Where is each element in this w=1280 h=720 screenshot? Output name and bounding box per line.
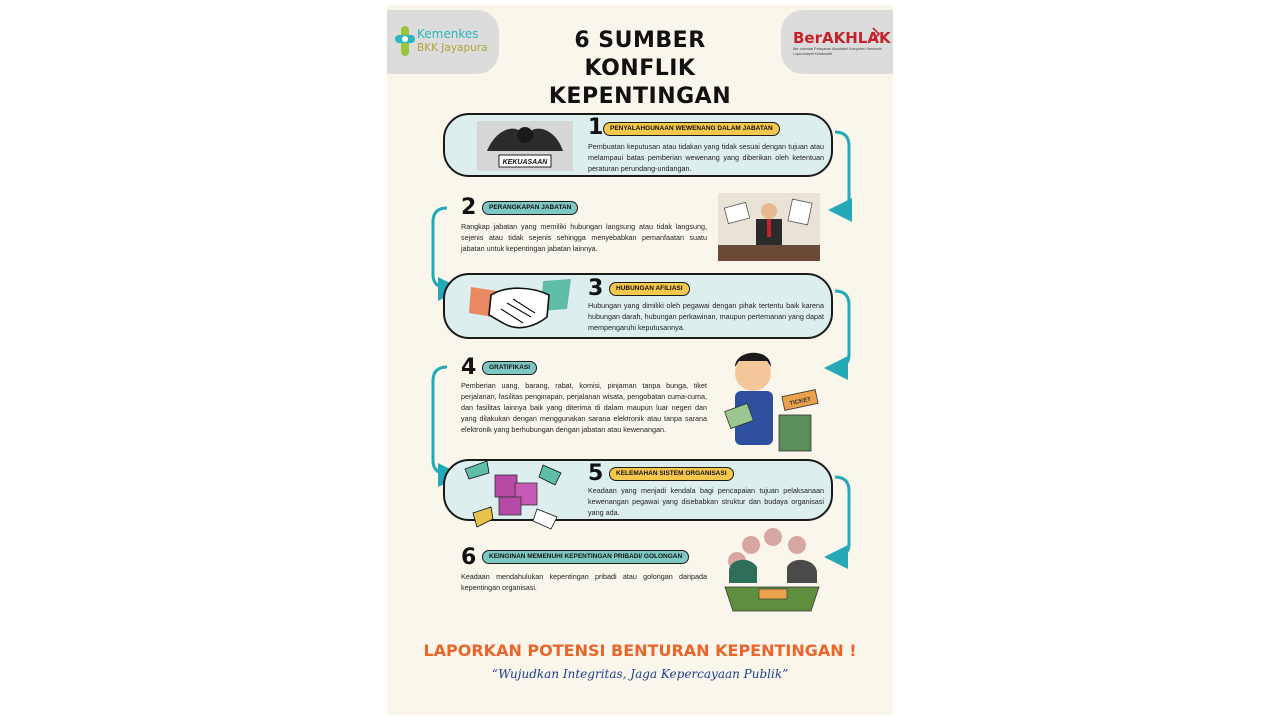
arrow-2-to-3 <box>433 208 453 289</box>
item-2-number: 2 <box>461 195 477 220</box>
item-4-number: 4 <box>461 355 477 380</box>
power-grab-illustration <box>477 121 573 171</box>
item-6-number: 6 <box>461 545 477 570</box>
busy-multi-arm-officer-illustration <box>718 193 820 261</box>
title-line-2: KEPENTINGAN <box>548 84 732 109</box>
power-label: KEKUASAAN <box>502 159 548 166</box>
arrow-4-to-5 <box>433 367 453 475</box>
item-3-number: 3 <box>588 276 604 301</box>
item-1-number: 1 <box>588 115 604 140</box>
item-5-number: 5 <box>588 461 604 486</box>
ticket-label: TICKET <box>789 396 812 408</box>
item-4-label: GRATIFIKASI <box>482 361 537 375</box>
report-call-to-action: LAPORKAN POTENSI BENTURAN KEPENTINGAN ! <box>423 641 857 660</box>
meeting-table-illustration <box>721 523 823 613</box>
infographic-poster <box>387 5 893 715</box>
berakhlak-name: BerAKHLAK <box>793 29 891 47</box>
berakhlak-tagline: Ber orientasi Pelayanan Akuntabel Kompeten Harmonis Loyal Adaptif Kolaboratif <box>793 47 882 56</box>
kemenkes-name: Kemenkes <box>417 27 479 41</box>
money-and-tickets-illustration <box>713 343 825 461</box>
item-3-label: HUBUNGAN AFILIASI <box>609 282 690 296</box>
item-5-description: Keadaan yang menjadi kendala bagi pencapaian tujuan pelaksanaan kewenangan pegawai yang disebabkan struktur dan budaya organisasi yang ada. <box>588 486 824 517</box>
item-1-description: Pembuatan keputusan atau tidakan yang tidak sesuai dengan tujuan atau melampaui batas pemberian wewenang yang diberikan oleh ketentuan peraturan perundang-undangan. <box>588 142 824 173</box>
item-2-label: PERANGKAPAN JABATAN <box>482 201 578 215</box>
arrow-1-to-2 <box>835 132 849 210</box>
item-4-description: Pemberian uang, barang, rabat, komisi, pinjaman tanpa bunga, tiket perjalanan, fasilitas penginapan, perjalanan wisata, pengobatan cuma-cuma, dan fasilitas lainnya baik yang diterima di dalam maupun luar negeri dan yang dilakukan dengan menggunakan sarana elektronik atau tanpa sarana elektronik yang berhubungan dengan jabatan atau kewenangan. <box>461 381 707 434</box>
handshake-illustration <box>467 277 573 337</box>
integrity-tagline: “Wujudkan Integritas, Jaga Kepercayaan Publik” <box>491 667 789 681</box>
item-1-label: PENYALAHGUNAAN WEWENANG DALAM JABATAN <box>603 122 780 136</box>
item-6-description: Keadaan mendahulukan kepentingan pribadi atau golongan daripada kepentingan organisasi. <box>461 572 707 592</box>
item-2-description: Rangkap jabatan yang memiliki hubungan langsung atau tidak langsung, sejenis atau tidak sejenis sehingga menyebabkan pemanfaatan suatu jabatan untuk kepentingan jabatan lainnya. <box>461 222 707 253</box>
item-6-label: KEINGINAN MEMENUHI KEPENTINGAN PRIBADI/ GOLONGAN <box>482 550 689 564</box>
puzzle-pieces-illustration <box>459 457 567 533</box>
arrow-5-to-6 <box>833 477 849 557</box>
arrow-3-to-4 <box>833 291 849 368</box>
item-5-label: KELEMAHAN SISTEM ORGANISASI <box>609 467 734 481</box>
kemenkes-unit: BKK Jayapura <box>417 42 488 54</box>
item-3-description: Hubungan yang dimiliki oleh pegawai dengan pihak tertentu baik karena hubungan darah, hubungan perkawinan, maupun pertemanan yang dapat mempengaruhi keputusannya. <box>588 301 824 332</box>
title-line-1: 6 SUMBER KONFLIK <box>574 28 706 81</box>
